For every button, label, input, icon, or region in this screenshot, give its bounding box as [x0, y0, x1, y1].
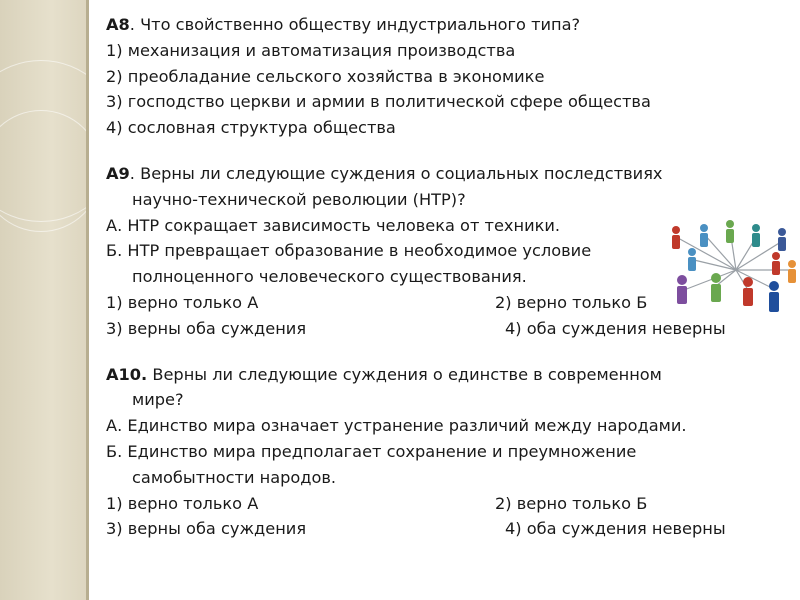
- q8-option-4: 4) сословная структура общества: [106, 118, 396, 138]
- q10-question: Верны ли следующие суждения о единстве в современном: [147, 364, 662, 384]
- q10-number: А10.: [106, 364, 148, 384]
- q9-number: А9: [106, 163, 130, 183]
- q9-option-3: 3) верны оба суждения: [106, 318, 307, 338]
- q9-option-2: 2) верно только Б: [495, 292, 648, 312]
- q9-option-4: 4) оба суждения неверны: [505, 318, 726, 338]
- q8-question: . Что свойственно обществу индустриального типа?: [129, 15, 581, 34]
- q10-statement-a: А. Единство мира означает устранение различий между народами.: [106, 416, 687, 436]
- q8-heading: [106, 12, 786, 38]
- people-network-icon: [664, 220, 800, 330]
- q9-question-cont: научно-технической революции (НТР)?: [132, 189, 466, 209]
- q9-question: . Верны ли следующие суждения о социальных последствиях: [129, 163, 663, 183]
- q9-option-1: 1) верно только А: [106, 292, 259, 312]
- q10-option-4: 4) оба суждения неверны: [505, 519, 726, 539]
- q10-options-row-2: [106, 516, 786, 542]
- q9-statement-b-cont: полноценного человеческого существования.: [132, 267, 527, 287]
- q8-option-2: 2) преобладание сельского хозяйства в экономике: [106, 66, 545, 86]
- q10-option-3: 3) верны оба суждения: [106, 519, 307, 539]
- q8-option-1: 1) механизация и автоматизация производства: [106, 40, 516, 60]
- q10-question-cont: мире?: [132, 390, 184, 410]
- q9-heading: [106, 161, 786, 187]
- q10-heading: [106, 362, 786, 388]
- q8-option-3: 3) господство церкви и армии в политической сфере общества: [106, 92, 651, 112]
- q10-option-1: 1) верно только А: [106, 493, 259, 513]
- vertical-rule: [86, 0, 89, 600]
- q10-options-row-1: [106, 491, 786, 517]
- q10-statement-b: Б. Единство мира предполагает сохранение и преумножение: [106, 441, 637, 461]
- q10-option-2: 2) верно только Б: [495, 493, 648, 513]
- q9-statement-a: А. НТР сокращает зависимость человека от техники.: [106, 215, 561, 235]
- q10-statement-b-cont: самобытности народов.: [132, 467, 337, 487]
- q9-statement-b: Б. НТР превращает образование в необходимое условие: [106, 241, 592, 261]
- q8-number: А8: [106, 15, 130, 34]
- left-decorative-band: [0, 0, 86, 600]
